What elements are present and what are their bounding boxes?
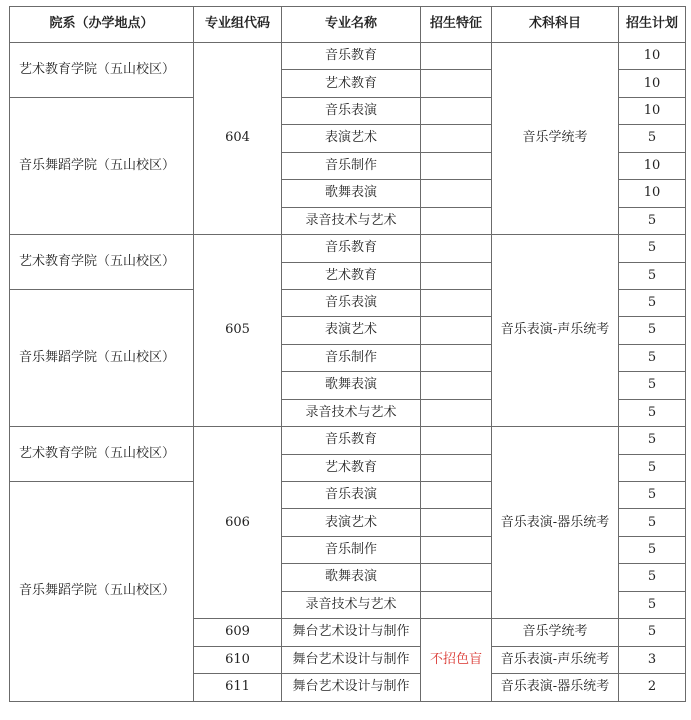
plan-cell: 5	[619, 372, 686, 399]
header-exam-subject: 术科科目	[492, 7, 619, 43]
plan-cell: 5	[619, 289, 686, 316]
feature-cell	[421, 344, 492, 371]
header-department: 院系（办学地点）	[10, 7, 194, 43]
exam-subject-cell: 音乐表演-器乐统考	[492, 427, 619, 619]
feature-cell	[421, 564, 492, 591]
exam-subject-cell: 音乐学统考	[492, 619, 619, 646]
major-name-cell: 音乐教育	[282, 427, 421, 454]
department-cell: 音乐舞蹈学院（五山校区）	[10, 97, 194, 234]
major-name-cell: 音乐表演	[282, 482, 421, 509]
department-cell: 音乐舞蹈学院（五山校区）	[10, 482, 194, 702]
plan-cell: 2	[619, 674, 686, 701]
exam-subject-cell: 音乐表演-声乐统考	[492, 235, 619, 427]
header-group-code: 专业组代码	[194, 7, 282, 43]
feature-cell	[421, 180, 492, 207]
plan-cell: 3	[619, 646, 686, 673]
plan-cell: 5	[619, 427, 686, 454]
table-row	[10, 427, 686, 454]
major-name-cell: 艺术教育	[282, 70, 421, 97]
feature-cell	[421, 262, 492, 289]
plan-cell: 5	[619, 235, 686, 262]
group-code-cell: 609	[194, 619, 282, 646]
exam-subject-cell: 音乐表演-器乐统考	[492, 674, 619, 701]
plan-cell: 10	[619, 70, 686, 97]
feature-cell	[421, 43, 492, 70]
feature-cell	[421, 509, 492, 536]
group-code-cell: 605	[194, 235, 282, 427]
major-name-cell: 音乐表演	[282, 289, 421, 316]
plan-cell: 5	[619, 399, 686, 426]
exam-subject-cell: 音乐学统考	[492, 43, 619, 235]
table-row	[10, 43, 686, 70]
exam-subject-cell: 音乐表演-声乐统考	[492, 646, 619, 673]
major-name-cell: 音乐教育	[282, 43, 421, 70]
plan-cell: 5	[619, 317, 686, 344]
feature-cell	[421, 399, 492, 426]
plan-cell: 5	[619, 591, 686, 618]
plan-cell: 5	[619, 344, 686, 371]
major-name-cell: 表演艺术	[282, 125, 421, 152]
major-name-cell: 录音技术与艺术	[282, 591, 421, 618]
feature-cell	[421, 152, 492, 179]
plan-cell: 5	[619, 564, 686, 591]
major-name-cell: 音乐教育	[282, 235, 421, 262]
group-code-cell: 611	[194, 674, 282, 701]
major-name-cell: 音乐制作	[282, 536, 421, 563]
feature-cell	[421, 591, 492, 618]
header-enrollment-plan: 招生计划	[619, 7, 686, 43]
feature-cell	[421, 482, 492, 509]
feature-cell	[421, 289, 492, 316]
major-name-cell: 歌舞表演	[282, 180, 421, 207]
department-cell: 艺术教育学院（五山校区）	[10, 43, 194, 98]
major-name-cell: 艺术教育	[282, 262, 421, 289]
plan-cell: 5	[619, 619, 686, 646]
major-name-cell: 录音技术与艺术	[282, 207, 421, 234]
department-cell: 艺术教育学院（五山校区）	[10, 427, 194, 482]
major-name-cell: 艺术教育	[282, 454, 421, 481]
major-name-cell: 表演艺术	[282, 317, 421, 344]
major-name-cell: 表演艺术	[282, 509, 421, 536]
department-cell: 音乐舞蹈学院（五山校区）	[10, 289, 194, 426]
plan-cell: 5	[619, 509, 686, 536]
plan-cell: 5	[619, 454, 686, 481]
enrollment-plan-table	[9, 6, 686, 702]
major-name-cell: 歌舞表演	[282, 372, 421, 399]
plan-cell: 10	[619, 43, 686, 70]
feature-cell	[421, 207, 492, 234]
feature-cell	[421, 427, 492, 454]
major-name-cell: 音乐表演	[282, 97, 421, 124]
major-name-cell: 舞台艺术设计与制作	[282, 646, 421, 673]
plan-cell: 5	[619, 125, 686, 152]
feature-cell	[421, 235, 492, 262]
feature-cell	[421, 454, 492, 481]
major-name-cell: 歌舞表演	[282, 564, 421, 591]
department-cell: 艺术教育学院（五山校区）	[10, 235, 194, 290]
header-admission-feature: 招生特征	[421, 7, 492, 43]
plan-cell: 5	[619, 536, 686, 563]
plan-cell: 10	[619, 152, 686, 179]
plan-cell: 5	[619, 207, 686, 234]
plan-cell: 5	[619, 262, 686, 289]
plan-cell: 10	[619, 180, 686, 207]
feature-cell	[421, 372, 492, 399]
table-row	[10, 235, 686, 262]
group-code-cell: 604	[194, 43, 282, 235]
feature-cell	[421, 70, 492, 97]
admission-feature-cell: 不招色盲	[421, 619, 492, 701]
feature-cell	[421, 97, 492, 124]
plan-cell: 10	[619, 97, 686, 124]
feature-cell	[421, 125, 492, 152]
group-code-cell: 606	[194, 427, 282, 619]
feature-cell	[421, 317, 492, 344]
major-name-cell: 音乐制作	[282, 344, 421, 371]
feature-cell	[421, 536, 492, 563]
plan-cell: 5	[619, 482, 686, 509]
major-name-cell: 音乐制作	[282, 152, 421, 179]
major-name-cell: 录音技术与艺术	[282, 399, 421, 426]
group-code-cell: 610	[194, 646, 282, 673]
header-major-name: 专业名称	[282, 7, 421, 43]
major-name-cell: 舞台艺术设计与制作	[282, 674, 421, 701]
header-row	[10, 7, 686, 43]
major-name-cell: 舞台艺术设计与制作	[282, 619, 421, 646]
